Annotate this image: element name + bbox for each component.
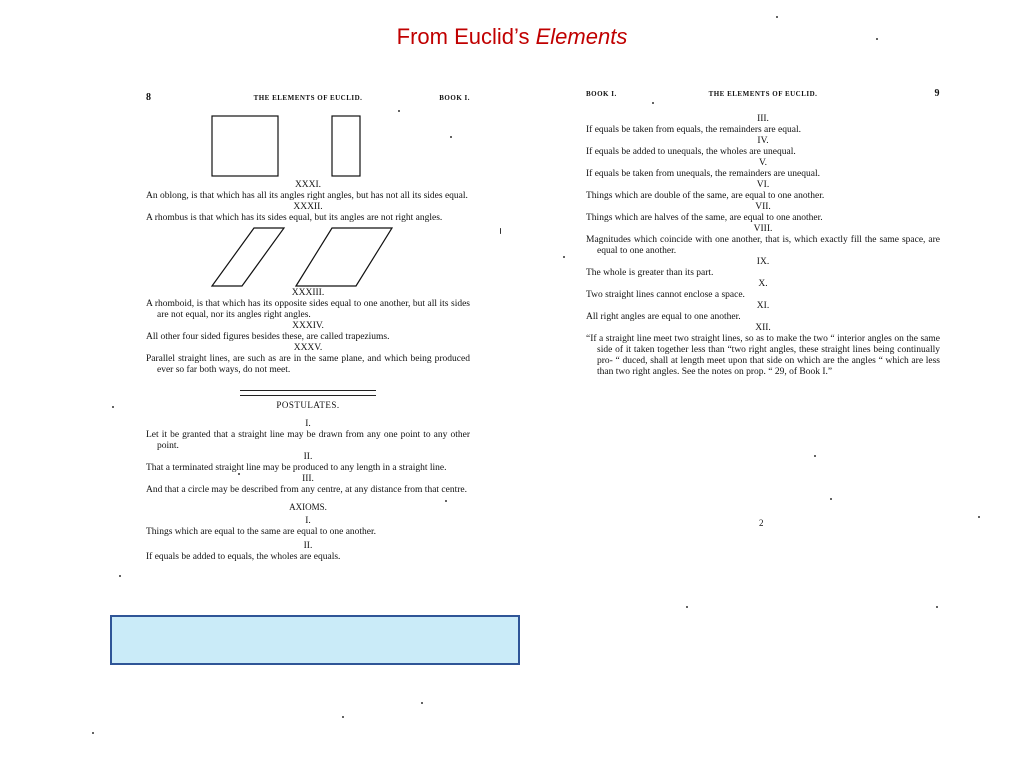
- def-text: A rhomboid, is that which has its opposite sides equal to one another, but all its sides are not equal, nor its angles right angles.: [146, 299, 470, 320]
- left-book-label: BOOK I.: [439, 94, 470, 102]
- scan-speck: [978, 516, 980, 518]
- scan-speck: [445, 500, 447, 502]
- right-page: [586, 88, 940, 378]
- postulate-text: Let it be granted that a straight line may be drawn from any one point to any other point.: [146, 430, 470, 451]
- axiom-text: The whole is greater than its part.: [586, 268, 714, 278]
- rhomboid-shape: [296, 228, 392, 286]
- axioms-heading: AXIOMS.: [289, 502, 327, 512]
- axiom-number: X.: [758, 279, 768, 289]
- axiom-number: V.: [758, 158, 767, 168]
- axiom-text: Things which are equal to the same are equal to one another.: [146, 527, 377, 537]
- scan-speck: [563, 256, 565, 258]
- scan-speck: [112, 406, 114, 408]
- square-shape: [212, 116, 278, 176]
- scan-speck: [398, 110, 400, 112]
- scan-speck: [814, 455, 816, 457]
- axiom-text: “If a straight line meet two straight lines, so as to make the two “ interior angles on the same side of it taken together less than “two right angles, these straight lines being continually pro- “ duced, shall at length meet upon that side on which are the angles “ which are less than two right angles. See the notes on prop. “ 29, of Book I.”: [586, 334, 940, 377]
- def-text: Parallel straight lines, are such as are in the same plane, and which being produced ever so far both ways, do not meet.: [146, 354, 470, 375]
- scan-speck: [238, 473, 240, 475]
- axiom-text: All right angles are equal to one another.: [586, 312, 741, 322]
- postulate-number: I.: [305, 419, 311, 429]
- oblong-shape: [332, 116, 360, 176]
- def-number: XXXI.: [294, 180, 322, 190]
- scan-speck: [936, 606, 938, 608]
- left-page: [146, 92, 470, 563]
- rhombus-diagram: [146, 224, 470, 288]
- scan-speck: [876, 38, 878, 40]
- right-book-label: BOOK I.: [586, 90, 617, 98]
- axiom-number: III.: [757, 114, 769, 124]
- scan-speck: [830, 498, 832, 500]
- rhombus-figures: [146, 224, 470, 288]
- def-text: All other four sided figures besides these, are called trapeziums.: [146, 332, 390, 342]
- scan-speck: [450, 136, 452, 138]
- axiom-text: Magnitudes which coincide with one another, that is, which exactly fill the same space, are equal to one another.: [586, 235, 940, 256]
- def-number: XXXII.: [293, 202, 323, 212]
- postulate-text: That a terminated straight line may be produced to any length in a straight line.: [146, 463, 447, 473]
- postulate-text: And that a circle may be described from any centre, at any distance from that centre.: [146, 485, 468, 495]
- axiom-text: Things which are halves of the same, are equal to one another.: [586, 213, 823, 223]
- axiom-text: If equals be added to equals, the wholes are equals.: [146, 552, 341, 562]
- scan-speck: [686, 606, 688, 608]
- axiom-text: If equals be taken from unequals, the remainders are unequal.: [586, 169, 820, 179]
- axiom-number: IX.: [756, 257, 770, 267]
- def-number: XXXIV.: [292, 321, 324, 331]
- axiom-number: VI.: [756, 180, 770, 190]
- postulate-number: II.: [303, 452, 313, 462]
- def-number: XXXIII.: [291, 288, 325, 298]
- scan-speck: [776, 16, 778, 18]
- axiom-number: XI.: [756, 301, 770, 311]
- left-page-header: [146, 92, 470, 104]
- scan-speck: [500, 228, 501, 234]
- axiom-number: VII.: [755, 202, 771, 212]
- def-text: A rhombus is that which has its sides equal, but its angles are not right angles.: [146, 213, 443, 223]
- scan-speck: [119, 575, 121, 577]
- scan-speck: [92, 732, 94, 734]
- axiom-number: VIII.: [753, 224, 773, 234]
- oblong-diagram: [146, 104, 470, 180]
- axioms-highlight-box: [110, 615, 520, 665]
- scan-speck: [342, 716, 344, 718]
- postulates-heading: POSTULATES.: [276, 400, 340, 410]
- footer-mark: 2: [759, 518, 764, 528]
- left-page-number: 8: [146, 92, 152, 103]
- oblong-figures: [146, 104, 470, 180]
- right-page-header: [586, 88, 940, 100]
- scan-speck: [652, 102, 654, 104]
- def-number: XXXV.: [293, 343, 323, 353]
- scan-speck: [421, 702, 423, 704]
- axiom-text: Two straight lines cannot enclose a space.: [586, 290, 745, 300]
- title-italic: Elements: [535, 24, 628, 49]
- def-text: An oblong, is that which has all its angles right angles, but has not all its sides equal.: [146, 191, 468, 201]
- divider-rule: [240, 395, 376, 396]
- right-running-title: THE ELEMENTS OF EUCLID.: [708, 90, 818, 98]
- axiom-text: Things which are double of the same, are equal to one another.: [586, 191, 825, 201]
- axiom-text: If equals be added to unequals, the wholes are unequal.: [586, 147, 796, 157]
- axiom-number: IV.: [757, 136, 769, 146]
- axiom-number: II.: [303, 541, 313, 551]
- axiom-number: I.: [305, 516, 311, 526]
- title-prefix: From Euclid’s: [396, 24, 536, 49]
- axiom-number: XII.: [755, 323, 771, 333]
- rhombus-shape: [212, 228, 284, 286]
- left-running-title: THE ELEMENTS OF EUCLID.: [253, 94, 363, 102]
- right-page-number: 9: [934, 88, 940, 99]
- slide-title: [0, 24, 1024, 50]
- postulate-number: III.: [302, 474, 314, 484]
- axiom-text: If equals be taken from equals, the remainders are equal.: [586, 125, 801, 135]
